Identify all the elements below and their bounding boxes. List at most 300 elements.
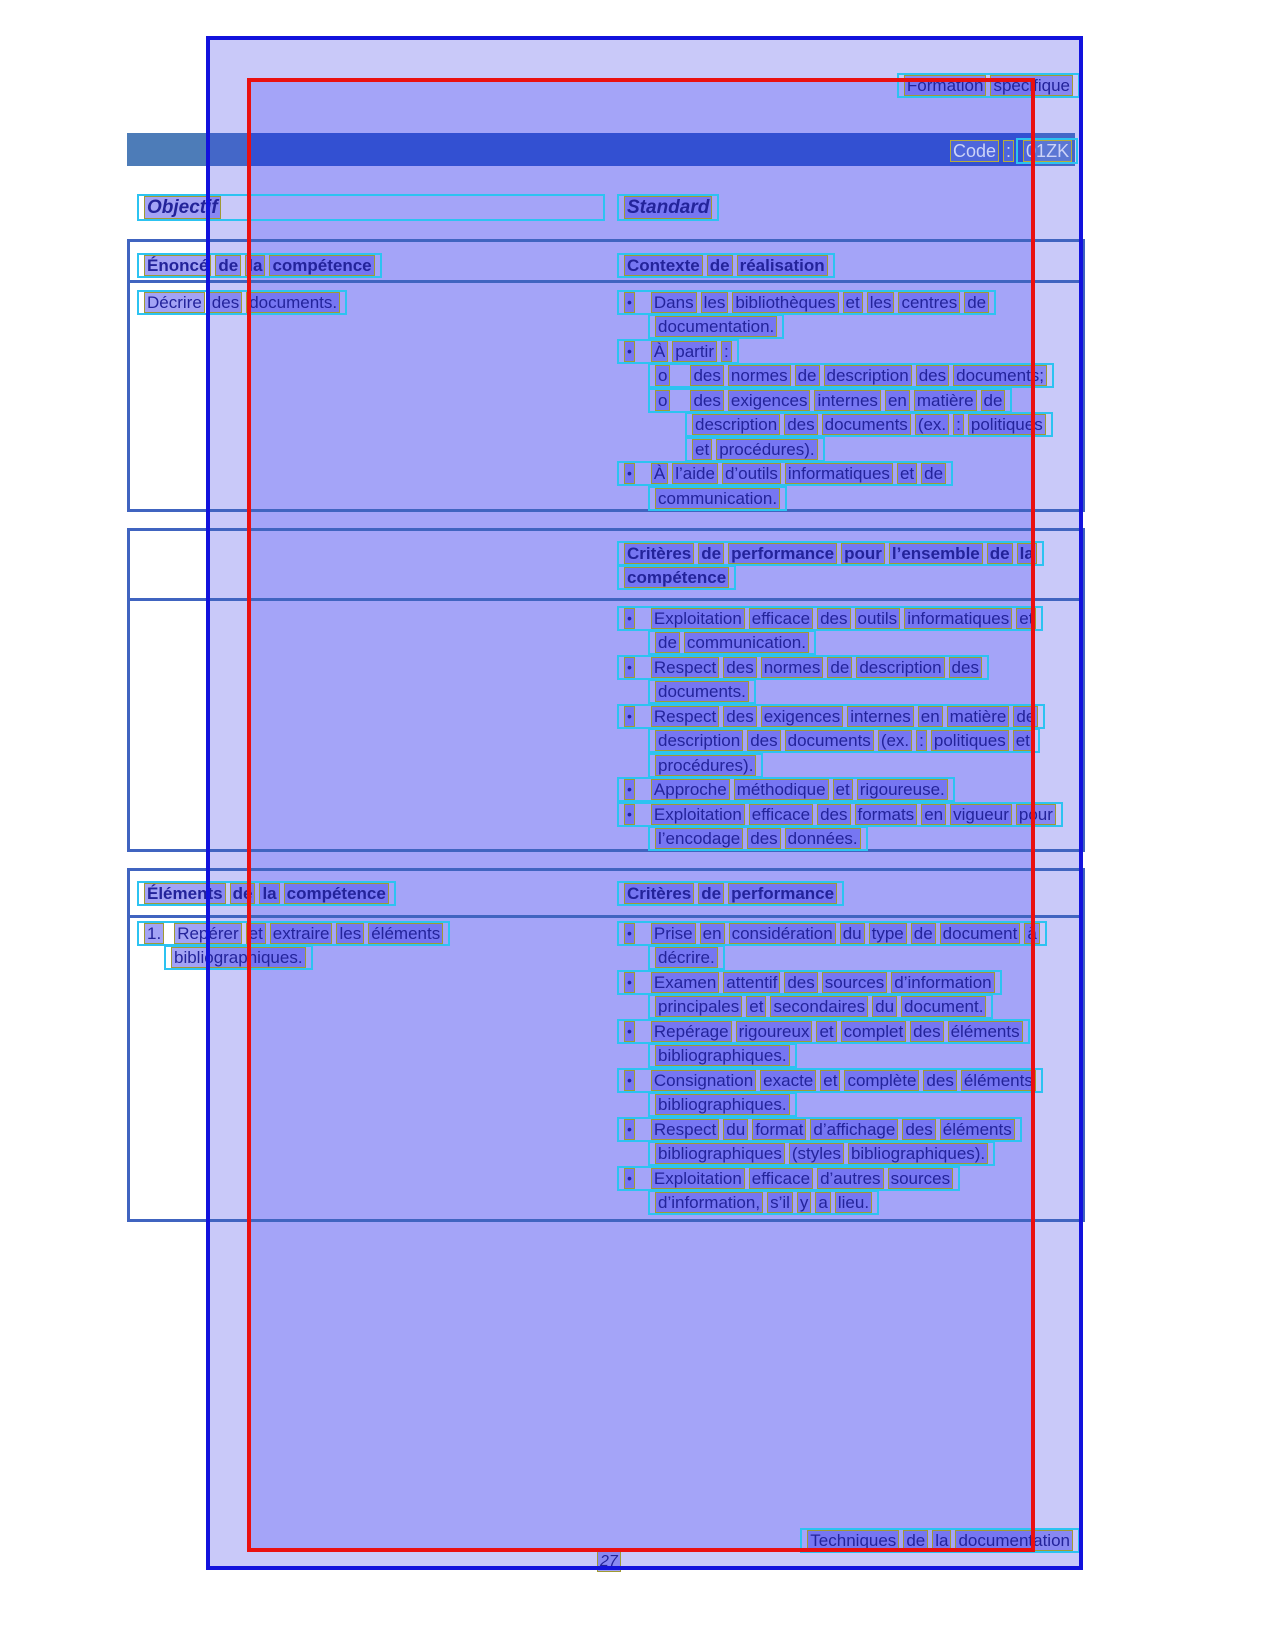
bullet-marker: • [624,1070,635,1091]
text-line [648,753,1083,778]
line-annotation-box [648,1141,995,1166]
word-annotation-box: documents. [655,681,749,702]
bullet-marker: • [624,972,635,993]
word-annotation-box: bibliographiques. [655,1094,790,1115]
word-annotation-box: l’aide [672,463,718,484]
word-annotation-box: normes [761,657,824,678]
word-annotation-box: des [916,365,949,386]
word-annotation-box: procédures). [716,439,817,460]
word-annotation-box: d’affichage [810,1119,898,1140]
text-line [617,655,1083,680]
word-annotation-box: centres [898,292,960,313]
right-column-items [617,606,1083,851]
table-criteres-ensemble [127,528,1085,852]
word-annotation-box: à [1024,923,1039,944]
line-annotation-box [617,606,1043,631]
text-line [617,1068,1083,1093]
word-annotation-box: s’il [767,1192,793,1213]
right-column-items [617,921,1083,1215]
objectif-label [137,194,605,221]
word-annotation-box: des [784,972,817,993]
word-annotation-box: : [953,414,964,435]
bullet-marker: o [655,390,670,411]
line-annotation-box [137,881,396,906]
word-annotation-box: Formation [904,75,987,96]
line-annotation-box [648,945,725,970]
word-annotation-box: format [752,1119,806,1140]
word-annotation-box: les [701,292,729,313]
word-annotation-box: pour [841,543,885,564]
word-annotation-box: matière [947,706,1010,727]
word-annotation-box: la [259,883,279,904]
word-annotation-box: Respect [651,1119,719,1140]
word-annotation-box: du [723,1119,748,1140]
word-annotation-box: des [949,657,982,678]
left-column-header [137,253,609,278]
word-annotation-box: outils [855,608,901,629]
word-annotation-box: la [932,1530,951,1551]
word-annotation-box: documents. [246,292,340,313]
word-annotation-box: attentif [723,972,780,993]
word-annotation-box: performance [728,543,837,564]
page-number [595,1551,623,1572]
word-annotation-box: informatiques [904,608,1012,629]
word-annotation-box: Approche [651,779,730,800]
word-annotation-box: Prise [651,923,696,944]
line-annotation-box [648,994,993,1019]
word-annotation-box: Énoncé [144,255,211,276]
word-annotation-box: et [1016,608,1036,629]
text-line [648,827,1083,852]
word-annotation-box: du [872,996,897,1017]
word-annotation-box: Examen [651,972,719,993]
line-annotation-box [648,728,1040,753]
word-annotation-box: des [723,657,756,678]
program-name-footer [800,1528,1080,1553]
word-annotation-box: des [690,365,723,386]
code-label [948,140,1001,162]
word-annotation-box: de [230,883,256,904]
word-annotation-box: exigences [728,390,811,411]
word-annotation-box: Critères [624,543,694,564]
word-annotation-box: communication. [684,632,809,653]
word-annotation-box: description [692,414,780,435]
word-annotation-box: À [651,463,668,484]
word-annotation-box: de [921,463,946,484]
word-annotation-box: des [690,390,723,411]
word-annotation-box: de [987,543,1013,564]
word-annotation-box: Exploitation [651,608,745,629]
word-annotation-box: les [336,923,364,944]
word-annotation-box: bibliographiques. [171,947,306,968]
word-annotation-box: 27 [597,1551,621,1572]
right-column-header [617,541,1083,590]
text-line [648,364,1083,389]
text-line [617,339,1083,364]
left-column-header [137,881,609,906]
word-annotation-box: Repérage [651,1021,732,1042]
word-annotation-box: et [746,996,766,1017]
word-annotation-box: Consignation [651,1070,756,1091]
line-annotation-box [617,1019,1030,1044]
word-annotation-box: (styles [789,1143,844,1164]
word-annotation-box: description [655,730,743,751]
standard-label [617,194,719,221]
word-annotation-box: d’outils [722,463,781,484]
word-annotation-box: des [902,1119,935,1140]
word-annotation-box: des [747,730,780,751]
word-annotation-box: extraire [270,923,333,944]
word-annotation-box: des [817,804,850,825]
line-annotation-box [617,541,1044,566]
word-annotation-box: documentation. [655,316,777,337]
line-annotation-box [617,339,739,364]
word-annotation-box: performance [728,883,837,904]
word-annotation-box: données. [785,828,861,849]
word-annotation-box: complet [841,1021,907,1042]
objectif-standard-row [127,194,1085,220]
right-column-header [617,881,1083,906]
word-annotation-box: internes [814,390,880,411]
word-annotation-box: l’ensemble [889,543,983,564]
word-annotation-box: réalisation [737,255,828,276]
line-annotation-box [648,1190,879,1215]
word-annotation-box: de [827,657,852,678]
word-annotation-box: documents [785,730,874,751]
word-annotation-box: de [707,255,733,276]
line-annotation-box [617,881,844,906]
text-line [617,253,1083,278]
word-annotation-box: matière [914,390,977,411]
word-annotation-box: en [885,390,910,411]
line-annotation-box [617,921,1047,946]
text-line [617,541,1083,566]
word-annotation-box: de [215,255,241,276]
word-annotation-box: Dans [651,292,697,313]
text-line [648,995,1083,1020]
word-annotation-box: efficace [749,1168,813,1189]
word-annotation-box: en [921,804,946,825]
right-column-items [617,290,1083,511]
word-annotation-box: documents; [953,365,1047,386]
word-annotation-box: Objectif [144,196,221,219]
word-annotation-box: de [795,365,820,386]
bullet-marker: • [624,1021,635,1042]
word-annotation-box: éléments [948,1021,1023,1042]
word-annotation-box: rigoureuse. [857,779,948,800]
line-annotation-box [648,388,1012,413]
word-annotation-box: secondaires [770,996,868,1017]
line-annotation-box [137,921,450,946]
word-annotation-box: compétence [269,255,374,276]
word-annotation-box: documents [822,414,911,435]
text-line [648,729,1083,754]
word-annotation-box: et [816,1021,836,1042]
text-line [648,1093,1083,1118]
text-line [648,946,1083,971]
word-annotation-box: rigoureux [736,1021,813,1042]
bullet-marker: • [624,923,635,944]
word-annotation-box: : [721,341,732,362]
bullet-marker: • [624,1168,635,1189]
text-line [137,881,609,906]
text-line [617,462,1083,487]
word-annotation-box: considération [729,923,836,944]
text-line [685,437,1083,462]
text-line [648,1142,1083,1167]
word-annotation-box: exacte [760,1070,816,1091]
text-line [617,1166,1083,1191]
word-annotation-box: éléments [961,1070,1036,1091]
text-line [617,290,1083,315]
word-annotation-box: Contexte [624,255,703,276]
line-annotation-box [164,945,313,970]
line-annotation-box [648,486,787,511]
bullet-marker: • [624,706,635,727]
word-annotation-box: bibliothèques [732,292,838,313]
table-elements-competence [127,868,1085,1222]
word-annotation-box: Code [950,140,999,162]
text-line [617,1019,1083,1044]
word-annotation-box: de [698,883,724,904]
word-annotation-box: bibliographiques). [848,1143,988,1164]
text-line [137,290,609,315]
line-annotation-box [648,630,816,655]
table-header-separator [130,598,1082,601]
text-line [617,802,1083,827]
word-annotation-box: d’information [891,972,994,993]
word-annotation-box: partir [672,341,717,362]
bullet-marker: • [624,804,635,825]
word-annotation-box: (ex. [878,730,912,751]
text-line [648,1044,1083,1069]
word-annotation-box: de [1013,706,1038,727]
word-annotation-box: politiques [968,414,1046,435]
text-line [617,970,1083,995]
word-annotation-box: description [824,365,912,386]
word-annotation-box: Exploitation [651,804,745,825]
table-header-separator [130,915,1082,918]
word-annotation-box: exigences [761,706,844,727]
text-line [617,778,1083,803]
word-annotation-box: l’encodage [655,828,743,849]
word-annotation-box: éléments [940,1119,1015,1140]
header-band [127,133,1075,166]
line-annotation-box [617,777,955,802]
word-annotation-box: et [843,292,863,313]
word-annotation-box: Exploitation [651,1168,745,1189]
text-line [648,631,1083,656]
text-line [617,704,1083,729]
word-annotation-box: de [903,1530,928,1551]
word-annotation-box: compétence [624,567,729,588]
line-annotation-box [617,1117,1022,1142]
word-annotation-box: spécifique [990,75,1073,96]
word-annotation-box: de [698,543,724,564]
word-annotation-box: décrire. [655,947,718,968]
text-line [648,315,1083,340]
text-line [648,1191,1083,1216]
word-annotation-box: y [797,1192,812,1213]
bullet-marker: o [655,365,670,386]
word-annotation-box: et [897,463,917,484]
line-annotation-box [617,253,835,278]
text-line [648,388,1083,413]
line-annotation-box [648,314,784,339]
word-annotation-box: d’information, [655,1192,763,1213]
bullet-marker: • [624,341,635,362]
word-annotation-box: des [817,608,850,629]
text-line [617,1117,1083,1142]
line-annotation-box [685,412,1053,437]
word-annotation-box: efficace [749,608,813,629]
line-annotation-box [897,73,1080,98]
line-annotation-box [137,194,605,221]
word-annotation-box: a [815,1192,830,1213]
word-annotation-box: de [655,632,680,653]
word-annotation-box: de [964,292,989,313]
word-annotation-box: éléments [368,923,443,944]
text-line [617,881,1083,906]
word-annotation-box: et [692,439,712,460]
table-header-separator [130,280,1082,283]
word-annotation-box: du [840,923,865,944]
line-annotation-box [648,1092,797,1117]
word-annotation-box: description [856,657,944,678]
word-annotation-box: communication. [655,488,780,509]
word-annotation-box: et [833,779,853,800]
word-annotation-box: des [209,292,242,313]
line-annotation-box [648,679,756,704]
line-annotation-box [800,1528,1080,1553]
word-annotation-box: sources [888,1168,954,1189]
word-annotation-box: efficace [749,804,813,825]
code-separator [1001,140,1016,162]
bullet-marker: • [624,657,635,678]
line-annotation-box [1016,138,1078,164]
word-annotation-box: Respect [651,657,719,678]
text-line [648,680,1083,705]
word-annotation-box: des [784,414,817,435]
word-annotation-box: des [923,1070,956,1091]
word-annotation-box: bibliographiques [655,1143,785,1164]
left-column-items [137,290,609,315]
word-annotation-box: Éléments [144,883,226,904]
word-annotation-box: et [820,1070,840,1091]
word-annotation-box: des [723,706,756,727]
word-annotation-box: en [700,923,725,944]
word-annotation-box: d’autres [817,1168,883,1189]
text-line [617,566,1083,591]
word-annotation-box: des [747,828,780,849]
line-annotation-box [617,1166,960,1191]
line-annotation-box [617,194,719,221]
bullet-marker: • [624,608,635,629]
word-annotation-box: la [1017,543,1037,564]
bullet-marker: • [624,292,635,313]
line-annotation-box [648,753,763,778]
word-annotation-box: politiques [931,730,1009,751]
line-annotation-box [617,655,989,680]
bullet-marker: • [624,779,635,800]
word-annotation-box: Standard [624,196,712,219]
word-annotation-box: en [918,706,943,727]
word-annotation-box: procédures). [655,755,756,776]
word-annotation-box: (ex. [915,414,949,435]
word-annotation-box: formats [855,804,918,825]
line-annotation-box [648,826,868,851]
word-annotation-box: la [245,255,265,276]
line-annotation-box [617,290,996,315]
text-line [617,921,1083,946]
word-annotation-box: : [1003,140,1014,162]
word-annotation-box: lieu. [835,1192,872,1213]
line-annotation-box [137,253,382,278]
word-annotation-box: et [1013,730,1033,751]
word-annotation-box: Respect [651,706,719,727]
bullet-marker: • [624,463,635,484]
word-annotation-box: de [911,923,936,944]
word-annotation-box: internes [847,706,913,727]
text-line [685,413,1083,438]
word-annotation-box: document. [901,996,986,1017]
word-annotation-box: : [916,730,927,751]
word-annotation-box: type [869,923,907,944]
code-value [1016,138,1078,164]
line-annotation-box [617,970,1002,995]
word-annotation-box: Décrire [144,292,205,313]
word-annotation-box: normes [728,365,791,386]
word-annotation-box: vigueur [950,804,1012,825]
text-line [137,253,609,278]
text-line [617,606,1083,631]
line-annotation-box [617,704,1045,729]
word-annotation-box: et [246,923,266,944]
text-line [164,946,609,971]
line-annotation-box [685,437,825,462]
line-annotation-box [137,290,347,315]
word-annotation-box: bibliographiques. [655,1045,790,1066]
formation-specifique-label [897,73,1080,98]
word-annotation-box: 01ZK [1023,140,1072,162]
bullet-marker: • [624,1119,635,1140]
table-enonce-competence [127,239,1085,512]
word-annotation-box: À [651,341,668,362]
text-line [137,921,609,946]
word-annotation-box: documentation [955,1530,1073,1551]
word-annotation-box: informatiques [785,463,893,484]
word-annotation-box: complète [844,1070,919,1091]
left-column-items [137,921,609,970]
line-annotation-box [617,461,953,486]
word-annotation-box: Repérer [174,923,241,944]
word-annotation-box: les [867,292,895,313]
right-column-header [617,253,1083,278]
word-annotation-box: pour [1016,804,1056,825]
word-annotation-box: principales [655,996,742,1017]
line-annotation-box [648,1043,797,1068]
word-annotation-box: de [981,390,1006,411]
bullet-marker: 1. [144,923,164,944]
word-annotation-box: sources [822,972,888,993]
code-field [948,138,1078,164]
word-annotation-box: document [940,923,1021,944]
word-annotation-box: des [910,1021,943,1042]
text-line [648,486,1083,511]
line-annotation-box [617,802,1063,827]
word-annotation-box: Critères [624,883,694,904]
line-annotation-box [617,565,736,590]
